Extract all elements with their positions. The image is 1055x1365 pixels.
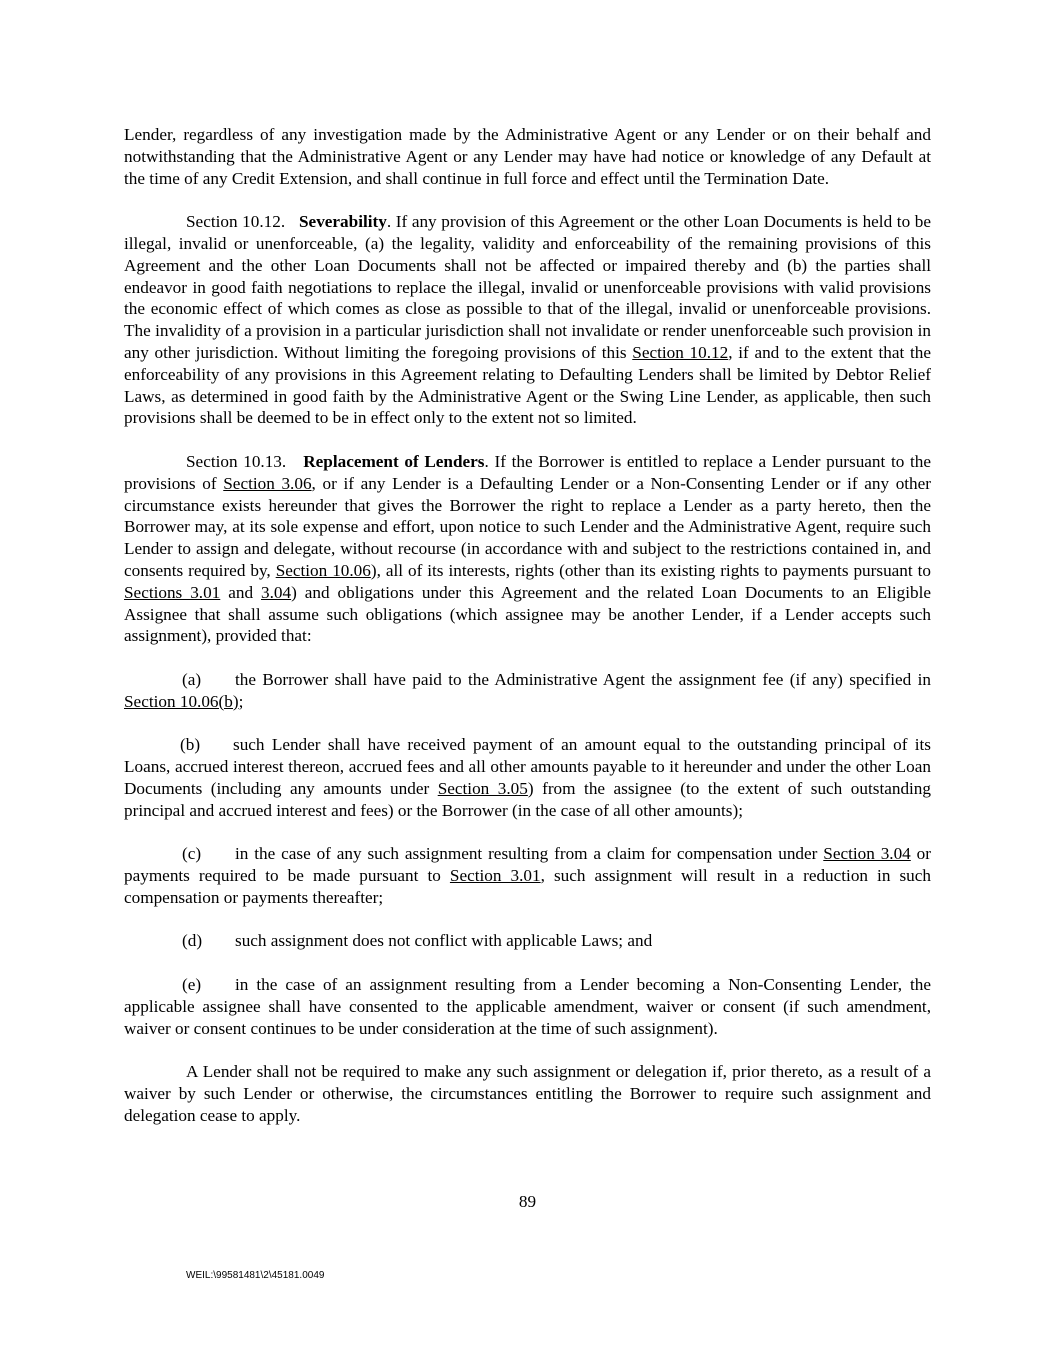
cross-reference: Section 10.12 xyxy=(632,342,729,362)
cross-reference: Section 3.01 xyxy=(449,866,541,886)
clause-b: (b) such Lender shall have received payment of an amount equal to the outstanding principal of its Loans, accrued interest thereon, accrued fees and all other amounts payable to it hereunder and under the other Loan Documents (including any amounts under Section 3.05) from the assignee (to the extent of such outstanding principal and accrued interest and fees) or the Borrower (in the case of all other amounts); xyxy=(124,735,931,820)
cross-reference: Section 3.05 xyxy=(437,778,528,798)
section-number: Section 10.12. xyxy=(186,212,286,232)
clause-label: (d) xyxy=(182,931,203,951)
section-10-12-paragraph: Section 10.12. Severability. If any provision of this Agreement or the other Loan Documents is held to be illegal, invalid or unenforceable, (a) the legality, validity and enforceability of the remaining provisions of this Agreement and the other Loan Documents shall not be affected or impaired thereby and (b) the parties shall endeavor in good faith negotiations to replace the illegal, invalid or unenforceable provisions with valid provisions the economic effect of which comes as close as possible to that of the illegal, invalid or unenforceable provisions. The invalidity of a provision in a particular jurisdiction shall not invalidate or render unenforceable such provision in any other jurisdiction. Without limiting the foregoing provisions of this Section 10.12, if and to the extent that the enforceability of any provisions in this Agreement relating to Defaulting Lenders shall be limited by Debtor Relief Laws, as determined in good faith by the Administrative Agent or the Swing Line Lender, as applicable, then such provisions shall be deemed to be in effect only to the extent not so limited. xyxy=(124,212,932,428)
cross-reference: Section 3.04 xyxy=(823,844,911,864)
cross-reference: Section 10.06(b) xyxy=(124,691,239,711)
clause-a: (a) the Borrower shall have paid to the Administrative Agent the assignment fee (if any) specified in Section 10.06(b); xyxy=(124,669,931,711)
document-body xyxy=(124,124,931,1148)
section-title: Replacement of Lenders xyxy=(303,451,485,471)
section-title: Severability xyxy=(299,212,387,232)
clause-d: (d) such assignment does not conflict with applicable Laws; and xyxy=(182,931,653,951)
clause-c: (c) in the case of any such assignment resulting from a claim for compensation under Section 3.04 or payments required to be made pursuant to Section 3.01, such assignment will result in a reduction in such compensation or payments thereafter; xyxy=(124,844,931,907)
clause-label: (e) xyxy=(182,975,202,995)
cross-reference: Section 3.06 xyxy=(223,473,312,493)
clause-e: (e) in the case of an assignment resulting from a Lender becoming a Non-Consenting Lender, the applicable assignee shall have consented to the applicable amendment, waiver or consent (if such amendment, waiver or consent continues to be under consideration at the time of such assignment). xyxy=(124,975,931,1038)
page-number: 89 xyxy=(518,1192,537,1211)
section-number: Section 10.13. xyxy=(186,451,287,471)
clause-label: (b) xyxy=(180,735,201,755)
section-10-13-paragraph: Section 10.13. Replacement of Lenders. If the Borrower is entitled to replace a Lender pursuant to the provisions of Section 3.06, or if any Lender is a Defaulting Lender or a Non-Consenting Lender or if any other circumstance exists hereunder that gives the Borrower the right to replace a Lender as a party hereto, then the Borrower may, at its sole expense and effort, upon notice to such Lender and the Administrative Agent, require such Lender to assign and delegate, without recourse (in accordance with and subject to the restrictions contained in, and consents required by, Section 10.06), all of its interests, rights (other than its existing rights to payments pursuant to Sections 3.01 and 3.04) and obligations under this Agreement and the related Loan Documents to an Eligible Assignee that shall assume such obligations (which assignee may be another Lender, if a Lender accepts such assignment), provided that: xyxy=(124,451,932,646)
document-footer-id: WEIL:\99581481\2\45181.0049 xyxy=(186,1270,325,1281)
clause-label: (a) xyxy=(182,669,202,689)
continuation-paragraph: Lender, regardless of any investigation made by the Administrative Agent or any Lender or on their behalf and notwithstanding that the Administrative Agent or any Lender may have had notice or knowledge of any Default at the time of any Credit Extension, and shall continue in full force and effect until the Termination Date. xyxy=(124,125,931,188)
cross-reference: Section 10.06 xyxy=(275,560,371,580)
clause-label: (c) xyxy=(182,844,202,864)
cross-reference: 3.04 xyxy=(261,582,292,602)
cross-reference: Sections 3.01 xyxy=(124,582,221,602)
closing-paragraph: A Lender shall not be required to make any such assignment or delegation if, prior thereto, as a result of a waiver by such Lender or otherwise, the circumstances entitling the Borrower to require such assignment and delegation cease to apply. xyxy=(124,1062,931,1125)
